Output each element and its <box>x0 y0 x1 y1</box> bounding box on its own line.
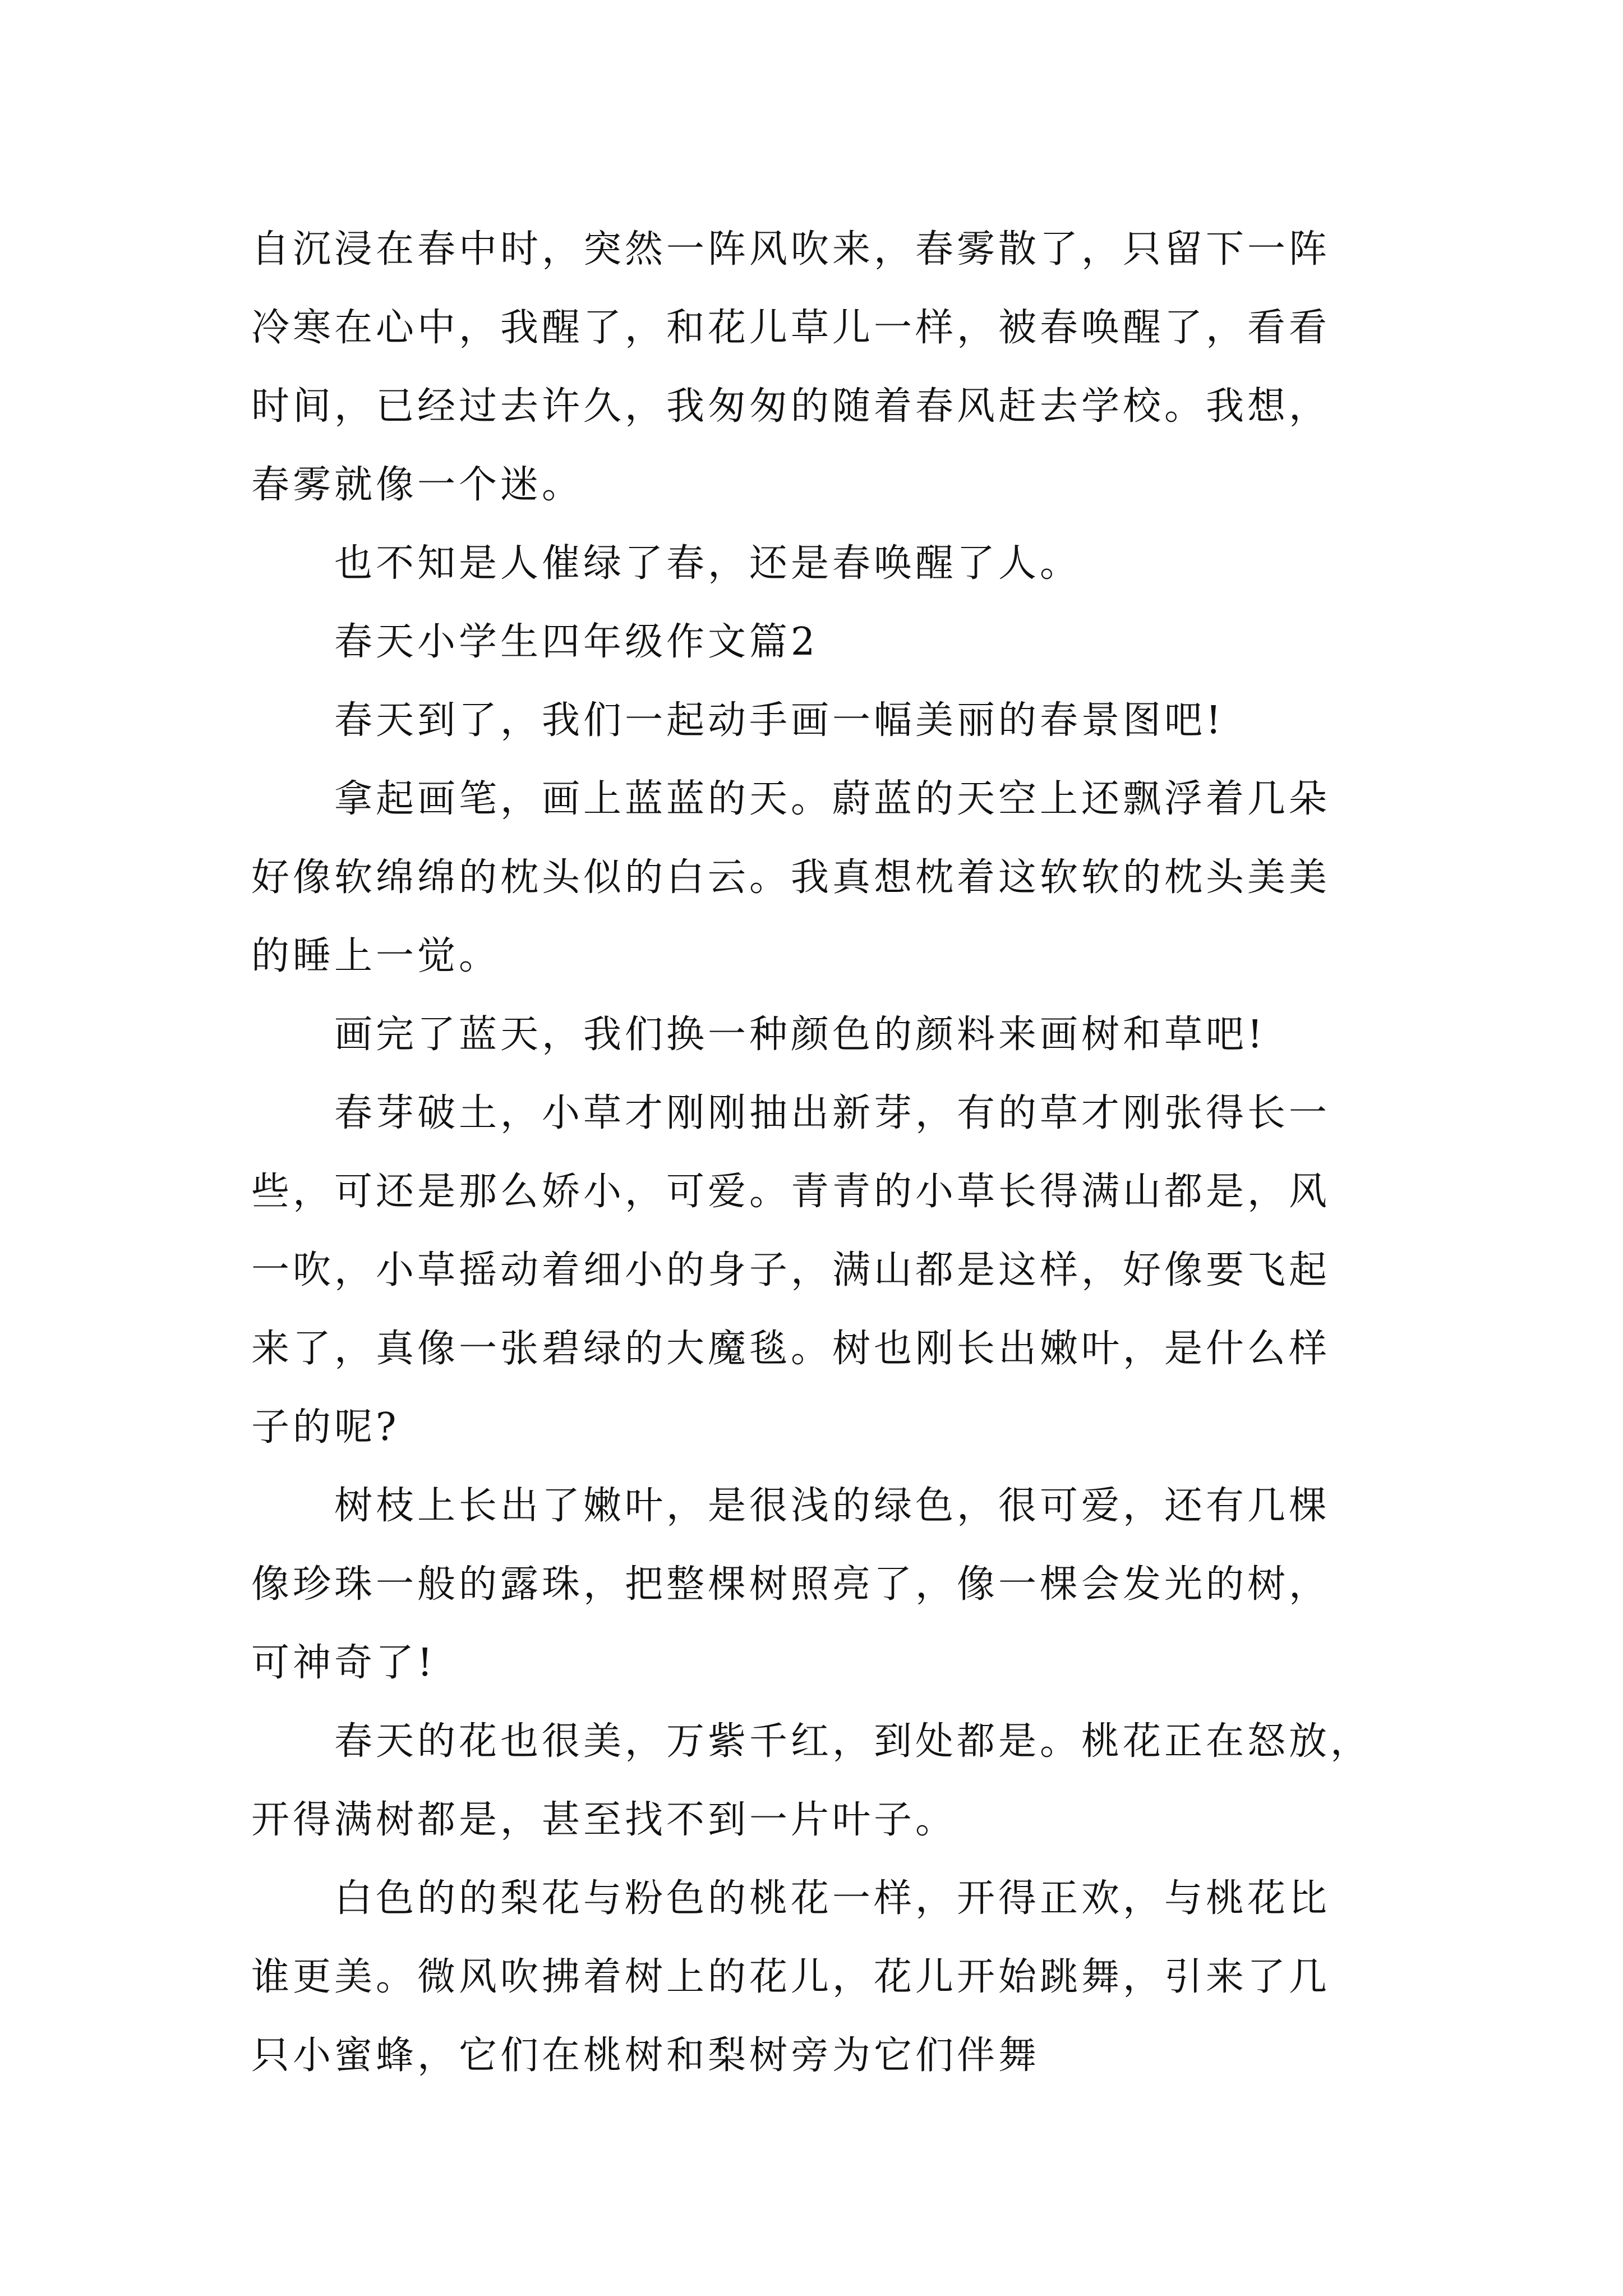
essay-heading <box>251 603 1407 682</box>
heading-line: 春天小学生四年级作文篇2 <box>334 620 819 664</box>
text-line: 子的呢? <box>251 1405 400 1450</box>
paragraph <box>251 1467 1407 1703</box>
text-line: 来了，真像一张碧绿的大魔毯。树也刚长出嫩叶，是什么样 <box>251 1327 1331 1371</box>
text-line: 谁更美。微风吹拂着树上的花儿，花儿开始跳舞，引来了几 <box>251 1955 1331 1999</box>
text-line: 也不知是人催绿了春，还是春唤醒了人。 <box>334 541 1082 586</box>
text-line: 只小蜜蜂，它们在桃树和梨树旁为它们伴舞 <box>251 2033 1040 2078</box>
text-line: 好像软绵绵的枕头似的白云。我真想枕着这软软的枕头美美 <box>251 855 1331 900</box>
text-line: 的睡上一觉。 <box>251 934 501 978</box>
paragraph <box>251 1074 1407 1467</box>
text-line: 些，可还是那么娇小，可爱。青青的小草长得满山都是，风 <box>251 1170 1331 1214</box>
paragraph <box>251 524 1407 603</box>
paragraph <box>251 760 1407 996</box>
paragraph <box>251 1703 1407 1860</box>
text-line: 开得满树都是，甚至找不到一片叶子。 <box>251 1798 957 1842</box>
text-line: 拿起画笔，画上蓝蓝的天。蔚蓝的天空上还飘浮着几朵 <box>334 777 1331 821</box>
text-line: 可神奇了! <box>251 1641 436 1685</box>
text-line: 画完了蓝天，我们换一种颜色的颜料来画树和草吧! <box>334 1013 1266 1057</box>
text-line: 像珍珠一般的露珠，把整棵树照亮了，像一棵会发光的树， <box>251 1562 1331 1607</box>
text-line: 一吹，小草摇动着细小的身子，满山都是这样，好像要飞起 <box>251 1248 1331 1292</box>
paragraph <box>251 210 1407 524</box>
paragraph <box>251 682 1407 760</box>
text-line: 树枝上长出了嫩叶，是很浅的绿色，很可爱，还有几棵 <box>334 1484 1331 1528</box>
text-line: 自沉浸在春中时，突然一阵风吹来，春雾散了，只留下一阵 <box>251 227 1331 272</box>
text-line: 春芽破土，小草才刚刚抽出新芽，有的草才刚张得长一 <box>334 1091 1331 1135</box>
paragraph <box>251 1860 1407 2095</box>
text-line: 白色的的梨花与粉色的桃花一样，开得正欢，与桃花比 <box>334 1876 1331 1921</box>
text-line: 时间，已经过去许久，我匆匆的随着春风赶去学校。我想， <box>251 384 1331 429</box>
text-line: 春天的花也很美，万紫千红，到处都是。桃花正在怒放， <box>334 1719 1372 1764</box>
paragraph <box>251 996 1407 1074</box>
text-line: 春天到了，我们一起动手画一幅美丽的春景图吧! <box>334 698 1225 743</box>
text-line: 冷寒在心中，我醒了，和花儿草儿一样，被春唤醒了，看看 <box>251 306 1331 350</box>
document-body <box>251 210 1407 2095</box>
text-line: 春雾就像一个迷。 <box>251 463 584 507</box>
